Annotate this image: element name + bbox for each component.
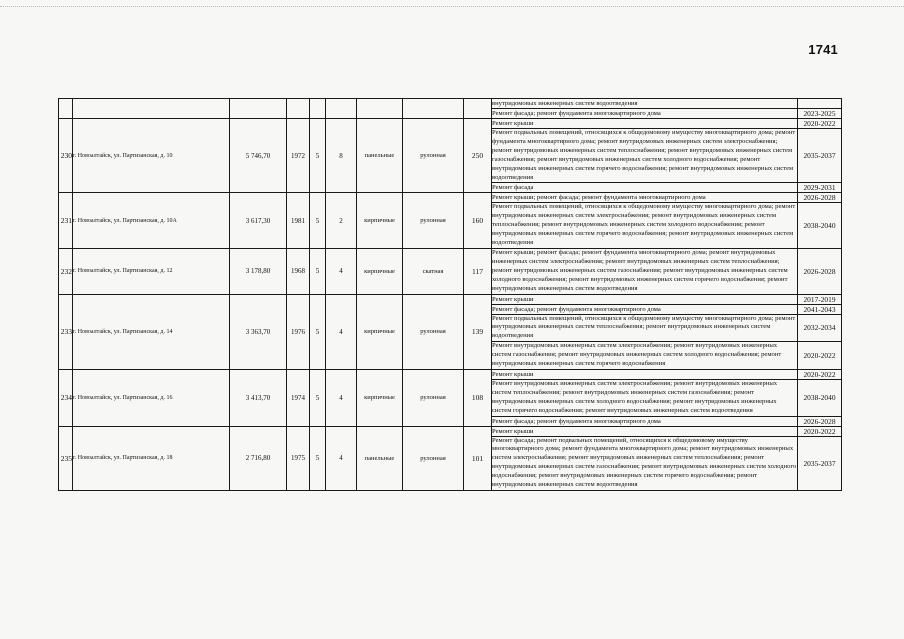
work-period: 2023-2025 [798, 109, 842, 119]
house-number: 232 [59, 248, 73, 294]
resident-count [464, 99, 492, 119]
resident-count: 117 [464, 248, 492, 294]
floor-count: 5 [310, 119, 326, 193]
house-number: 231 [59, 193, 73, 249]
build-year: 1981 [287, 193, 310, 249]
work-description: Ремонт крыши; ремонт фасада; ремонт фундамента многоквартирного дома [492, 193, 798, 203]
wall-material: кирпичные [357, 369, 403, 426]
resident-count: 101 [464, 426, 492, 490]
work-description: Ремонт крыши; ремонт фасада; ремонт фундамента многоквартирного дома; ремонт внутридомовых инженерных систем электроснабжения; ремонт внутридомовых инженерных систем теплоснабжения; ремонт внутридомовых инженерных систем газоснабжения; ремонт внутридомовых инженерных систем холодного водоснабжения; ремонт внутридомовых инженерных систем горячего водоснабжения; ремонт внутридомовых инженерных систем водоотведения [492, 248, 798, 294]
work-period: 2020-2022 [798, 426, 842, 436]
wall-material: панельные [357, 119, 403, 193]
work-description: внутридомовых инженерных систем водоотведения [492, 99, 798, 109]
work-description: Ремонт подвальных помещений, относящихся к общедомовому имуществу многоквартирного дома; ремонт внутридомовых инженерных систем электроснабжения; ремонт внутридомовых инженерных систем теплоснабжения; ремонт внутридомовых инженерных систем холодного водоснабжения; ремонт внутридомовых инженерных систем горячего водоснабжения; ремонт внутридомовых инженерных систем водоотведения [492, 203, 798, 249]
house-area: 3 363,70 [230, 294, 287, 369]
build-year: 1975 [287, 426, 310, 490]
capital-repair-table [58, 98, 842, 491]
work-description: Ремонт подвальных помещений, относящихся к общедомовому имуществу многоквартирного дома; ремонт внутридомовых инженерных систем теплоснабжения; ремонт внутридомовых инженерных систем водоотведения [492, 314, 798, 342]
roof-type: рулонная [403, 193, 464, 249]
build-year: 1972 [287, 119, 310, 193]
work-description: Ремонт фасада; ремонт фундамента многоквартирного дома [492, 304, 798, 314]
page-number: 1741 [808, 42, 838, 57]
work-description: Ремонт крыши [492, 426, 798, 436]
table-row [59, 119, 842, 129]
floor-count: 5 [310, 426, 326, 490]
work-period: 2035-2037 [798, 129, 842, 183]
build-year: 1974 [287, 369, 310, 426]
entrance-count: 8 [326, 119, 357, 193]
entrance-count: 4 [326, 248, 357, 294]
house-address: г. Новоалтайск, ул. Партизанская, д. 10А [73, 193, 230, 249]
work-period: 2041-2043 [798, 304, 842, 314]
work-period: 2020-2022 [798, 119, 842, 129]
build-year: 1976 [287, 294, 310, 369]
house-area: 5 746,70 [230, 119, 287, 193]
resident-count: 160 [464, 193, 492, 249]
house-number: 235 [59, 426, 73, 490]
work-period: 2017-2019 [798, 294, 842, 304]
work-period: 2032-2034 [798, 314, 842, 342]
table-row [59, 369, 842, 379]
floor-count: 5 [310, 193, 326, 249]
house-address: г. Новоалтайск, ул. Партизанская, д. 12 [73, 248, 230, 294]
house-area: 2 716,80 [230, 426, 287, 490]
roof-type: рулонная [403, 426, 464, 490]
resident-count: 108 [464, 369, 492, 426]
resident-count: 250 [464, 119, 492, 193]
scan-top-edge [0, 6, 904, 8]
work-period: 2026-2028 [798, 193, 842, 203]
entrance-count: 4 [326, 426, 357, 490]
work-description: Ремонт крыши [492, 294, 798, 304]
entrance-count: 2 [326, 193, 357, 249]
roof-type: рулонная [403, 119, 464, 193]
repair-schedule-table [58, 98, 842, 491]
house-address: г. Новоалтайск, ул. Партизанская, д. 18 [73, 426, 230, 490]
roof-type: скатная [403, 248, 464, 294]
floor-count [310, 99, 326, 119]
wall-material [357, 99, 403, 119]
roof-type: рулонная [403, 369, 464, 426]
build-year: 1968 [287, 248, 310, 294]
house-area: 3 413,70 [230, 369, 287, 426]
work-period: 2026-2028 [798, 248, 842, 294]
house-number [59, 99, 73, 119]
work-description: Ремонт крыши [492, 119, 798, 129]
floor-count: 5 [310, 248, 326, 294]
entrance-count [326, 99, 357, 119]
house-address: г. Новоалтайск, ул. Партизанская, д. 16 [73, 369, 230, 426]
wall-material: панельные [357, 426, 403, 490]
house-address: г. Новоалтайск, ул. Партизанская, д. 10 [73, 119, 230, 193]
house-area [230, 99, 287, 119]
house-address: г. Новоалтайск, ул. Партизанская, д. 14 [73, 294, 230, 369]
work-description: Ремонт внутридомовых инженерных систем электроснабжения; ремонт внутридомовых инженерных систем газоснабжения; ремонт внутридомовых инженерных систем холодного водоснабжения; ремонт внутридомовых инженерных систем горячего водоснабжения [492, 342, 798, 370]
floor-count: 5 [310, 369, 326, 426]
work-description: Ремонт крыши [492, 369, 798, 379]
wall-material: кирпичные [357, 294, 403, 369]
work-description: Ремонт фасада; ремонт подвальных помещений, относящихся к общедомовому имуществу многоквартирного дома; ремонт фундамента многоквартирного дома; ремонт внутридомовых инженерных систем электроснабжения; ремонт внутридомовых инженерных систем теплоснабжения; ремонт внутридомовых инженерных систем газоснабжения; ремонт внутридомовых инженерных систем холодного водоснабжения; ремонт внутридомовых инженерных систем горячего водоснабжения; ремонт внутридомовых инженерных систем водоотведения [492, 436, 798, 490]
work-description: Ремонт внутридомовых инженерных систем электроснабжения; ремонт внутридомовых инженерных систем теплоснабжения; ремонт внутридомовых инженерных систем газоснабжения; ремонт внутридомовых инженерных систем холодного водоснабжения; ремонт внутридомовых инженерных систем горячего водоснабжения; ремонт внутридомовых инженерных систем водоотведения [492, 379, 798, 416]
work-description: Ремонт фасада; ремонт фундамента многоквартирного дома [492, 109, 798, 119]
work-description: Ремонт фасада [492, 183, 798, 193]
work-period: 2026-2028 [798, 416, 842, 426]
entrance-count: 4 [326, 294, 357, 369]
house-number: 233 [59, 294, 73, 369]
resident-count: 139 [464, 294, 492, 369]
work-period [798, 99, 842, 109]
work-period: 2035-2037 [798, 436, 842, 490]
house-area: 3 178,80 [230, 248, 287, 294]
table-row [59, 426, 842, 436]
roof-type [403, 99, 464, 119]
work-period: 2038-2040 [798, 203, 842, 249]
house-number: 234 [59, 369, 73, 426]
table-row [59, 294, 842, 304]
work-period: 2020-2022 [798, 342, 842, 370]
table-row [59, 248, 842, 294]
work-period: 2029-2031 [798, 183, 842, 193]
wall-material: кирпичные [357, 193, 403, 249]
work-description: Ремонт подвальных помещений, относящихся к общедомовому имуществу многоквартирного дома; ремонт фундамента многоквартирного дома; ремонт внутридомовых инженерных систем электроснабжения; ремонт внутридомовых инженерных систем теплоснабжения; ремонт внутридомовых инженерных систем газоснабжения; ремонт внутридомовых инженерных систем холодного водоснабжения; ремонт внутридомовых инженерных систем горячего водоснабжения; ремонт внутридомовых инженерных систем водоотведения [492, 129, 798, 183]
work-period: 2038-2040 [798, 379, 842, 416]
table-row [59, 193, 842, 203]
work-description: Ремонт фасада; ремонт фундамента многоквартирного дома [492, 416, 798, 426]
house-address [73, 99, 230, 119]
floor-count: 5 [310, 294, 326, 369]
entrance-count: 4 [326, 369, 357, 426]
table-row [59, 99, 842, 109]
wall-material: кирпичные [357, 248, 403, 294]
work-period: 2020-2022 [798, 369, 842, 379]
house-number: 230 [59, 119, 73, 193]
house-area: 3 617,30 [230, 193, 287, 249]
roof-type: рулонная [403, 294, 464, 369]
build-year [287, 99, 310, 119]
